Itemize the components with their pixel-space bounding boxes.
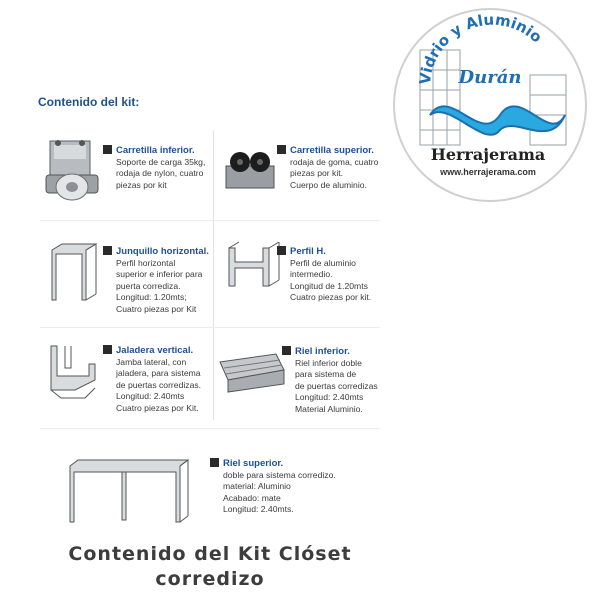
item-line: Cuatro piezas por kit. bbox=[290, 292, 372, 303]
row-divider bbox=[40, 428, 380, 429]
item-line: Longitud: 2.40mts bbox=[295, 392, 364, 403]
item-carretilla-inferior bbox=[103, 145, 213, 191]
carretilla-superior-image bbox=[222, 140, 278, 198]
item-riel-inferior bbox=[282, 346, 392, 416]
item-title: Riel inferior. bbox=[295, 346, 350, 357]
item-line: Cuerpo de aluminio. bbox=[290, 179, 367, 190]
item-title: Junquillo horizontal. bbox=[116, 246, 209, 257]
carretilla-inferior-image bbox=[42, 135, 104, 203]
item-line: piezas por kit. bbox=[290, 168, 344, 179]
item-line: Longitud: 1.20mts; bbox=[116, 292, 187, 303]
footer-title bbox=[0, 542, 420, 592]
item-line: de puertas corredizas bbox=[295, 380, 378, 391]
item-line: superior e inferior para bbox=[116, 269, 203, 280]
item-line: Jamba lateral, con bbox=[116, 356, 187, 367]
item-line: doble para sistema corredizo. bbox=[223, 469, 336, 480]
footer-title-line1: Contenido del Kit Clóset bbox=[68, 543, 352, 565]
riel-superior-image bbox=[66, 458, 192, 526]
item-title: Carretilla inferior. bbox=[116, 145, 195, 156]
item-line: Longitud: 2.40mts. bbox=[223, 504, 294, 515]
item-line: Riel inferior doble bbox=[295, 357, 362, 368]
item-line: puerta corrediza. bbox=[116, 280, 181, 291]
logo-script-text: Durán bbox=[458, 67, 522, 88]
item-line: Longitud: 2.40mts bbox=[116, 391, 185, 402]
item-line: piezas por kit bbox=[116, 179, 167, 190]
item-line: rodaja de goma, cuatro bbox=[290, 156, 379, 167]
item-carretilla-superior bbox=[277, 145, 387, 191]
junquillo-horizontal-image bbox=[48, 240, 100, 304]
row-divider bbox=[40, 327, 380, 328]
item-line: Longitud de 1.20mts bbox=[290, 280, 368, 291]
logo-url: www.herrajerama.com bbox=[440, 167, 536, 177]
bullet-icon bbox=[103, 145, 112, 154]
item-line: Perfil de aluminio bbox=[290, 257, 356, 268]
item-line: jaladera, para sistema bbox=[116, 368, 201, 379]
row-divider bbox=[40, 220, 380, 221]
logo-brand: Herrajerama bbox=[430, 145, 546, 164]
item-perfil-h bbox=[277, 246, 389, 304]
item-line: Material Aluminio. bbox=[295, 403, 363, 414]
item-line: para sistema de bbox=[295, 369, 357, 380]
item-line: Perfil horizontal bbox=[116, 257, 176, 268]
bullet-icon bbox=[282, 346, 291, 355]
riel-inferior-image bbox=[216, 350, 288, 396]
bullet-icon bbox=[103, 246, 112, 255]
item-line: Acabado: mate bbox=[223, 492, 281, 503]
item-line: rodaja de nylon, cuatro bbox=[116, 168, 204, 179]
item-jaladera-vertical bbox=[103, 345, 215, 415]
item-junquillo-horizontal bbox=[103, 246, 215, 316]
bullet-icon bbox=[210, 458, 219, 467]
jaladera-vertical-image bbox=[45, 340, 101, 404]
item-title: Perfil H. bbox=[290, 246, 326, 257]
bullet-icon bbox=[277, 246, 286, 255]
perfil-h-image bbox=[225, 238, 285, 290]
item-line: intermedio. bbox=[290, 269, 333, 280]
kit-heading: Contenido del kit: bbox=[38, 95, 140, 109]
bullet-icon bbox=[103, 345, 112, 354]
item-riel-superior bbox=[210, 458, 360, 516]
item-line: de puertas corredizas. bbox=[116, 379, 202, 390]
footer-title-line2: corredizo bbox=[155, 568, 265, 590]
item-title: Carretilla superior. bbox=[290, 145, 374, 156]
item-title: Jaladera vertical. bbox=[116, 345, 194, 356]
item-title: Riel superior. bbox=[223, 458, 284, 469]
item-line: Cuatro piezas por Kit bbox=[116, 303, 197, 314]
bullet-icon bbox=[277, 145, 286, 154]
logo-arc-text: Vidrio y Aluminio bbox=[415, 10, 546, 86]
item-line: material: Aluminio bbox=[223, 481, 291, 492]
item-line: Soporte de carga 35kg, bbox=[116, 156, 206, 167]
item-line: Cuatro piezas por Kit. bbox=[116, 402, 199, 413]
